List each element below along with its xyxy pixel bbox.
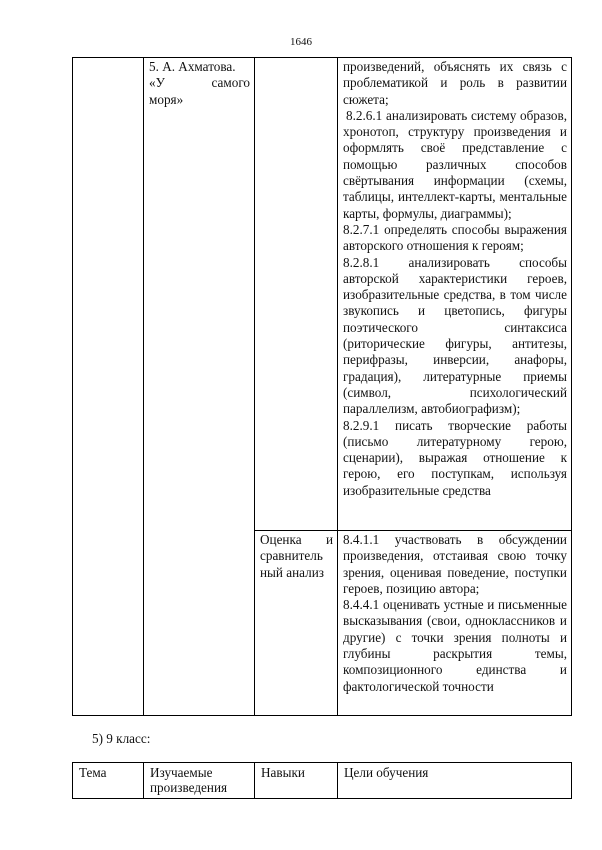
- skill-line-1: [260, 532, 333, 548]
- header-topic: Тема: [73, 763, 144, 799]
- skill-cell-empty: [255, 58, 338, 531]
- objective-text: 8.4.1.1 участвовать в обсуждении произведения, отстаивая свою точку зрения, оценивая поведение, поступки героев, позицию автора;: [343, 532, 567, 596]
- header-objectives: Цели обучения: [338, 763, 572, 799]
- objective-text: 8.2.6.1 анализировать систему образов, хронотоп, структуру произведения и оформлять своё представление с помощью различных способов свёртывания информации (схемы, таблицы, интеллект-карты, ментальные карты, формулы, диаграммы);: [343, 107, 567, 221]
- objective-text: 8.2.7.1 определять способы выражения авторского отношения к героям;: [343, 221, 567, 254]
- header-works: Изучаемые произведения: [144, 763, 255, 799]
- work-line: 5. А. Ахматова.: [149, 59, 236, 74]
- objective-text: произведений, объяснять их связь с проблематикой и роль в развитии сюжета;: [343, 59, 567, 107]
- skill-line: ный анализ: [260, 564, 324, 580]
- topic-cell: [73, 58, 144, 716]
- objectives-cell: [338, 58, 572, 531]
- header-skills: Навыки: [255, 763, 338, 799]
- work-line-2a: «У: [149, 75, 165, 91]
- work-line: моря»: [149, 91, 184, 107]
- skill-line-1a: Оценка: [260, 532, 302, 547]
- table-row: [73, 58, 572, 531]
- curriculum-table: [72, 57, 572, 716]
- objectives-cell: [338, 531, 572, 716]
- work-cell: [144, 58, 255, 716]
- objective-text: 8.2.8.1 анализировать способы авторской характеристики героев, изобразительные средства, в том числе звукопись и цветопись, фигуры поэтического синтаксиса (риторические фигуры, антитезы, перифразы, инверсии, анафоры, градация), литературные приемы (символ, психологический параллелизм, автобиографизм);: [343, 254, 567, 417]
- work-line-2b: самого: [211, 75, 250, 91]
- objective-text: 8.4.4.1 оценивать устные и письменные высказывания (свои, одноклассников и другие) с точки зрения полноты и глубины раскрытия темы, композиционного единства и фактологической точности: [343, 597, 567, 694]
- section-heading: 5) 9 класс:: [92, 731, 151, 746]
- grade9-table: [72, 762, 572, 799]
- skill-line-1b: и: [325, 532, 333, 547]
- objective-text: 8.2.9.1 писать творческие работы (письмо литературному герою, сценарии), выражая отношение к герою, его поступкам, используя изобразительные средства: [343, 417, 567, 498]
- skill-cell: [255, 531, 338, 716]
- page-number: 1646: [290, 36, 312, 48]
- table-header-row: [73, 763, 572, 799]
- work-line-2: [149, 75, 250, 91]
- skill-line: сравнитель: [260, 548, 323, 564]
